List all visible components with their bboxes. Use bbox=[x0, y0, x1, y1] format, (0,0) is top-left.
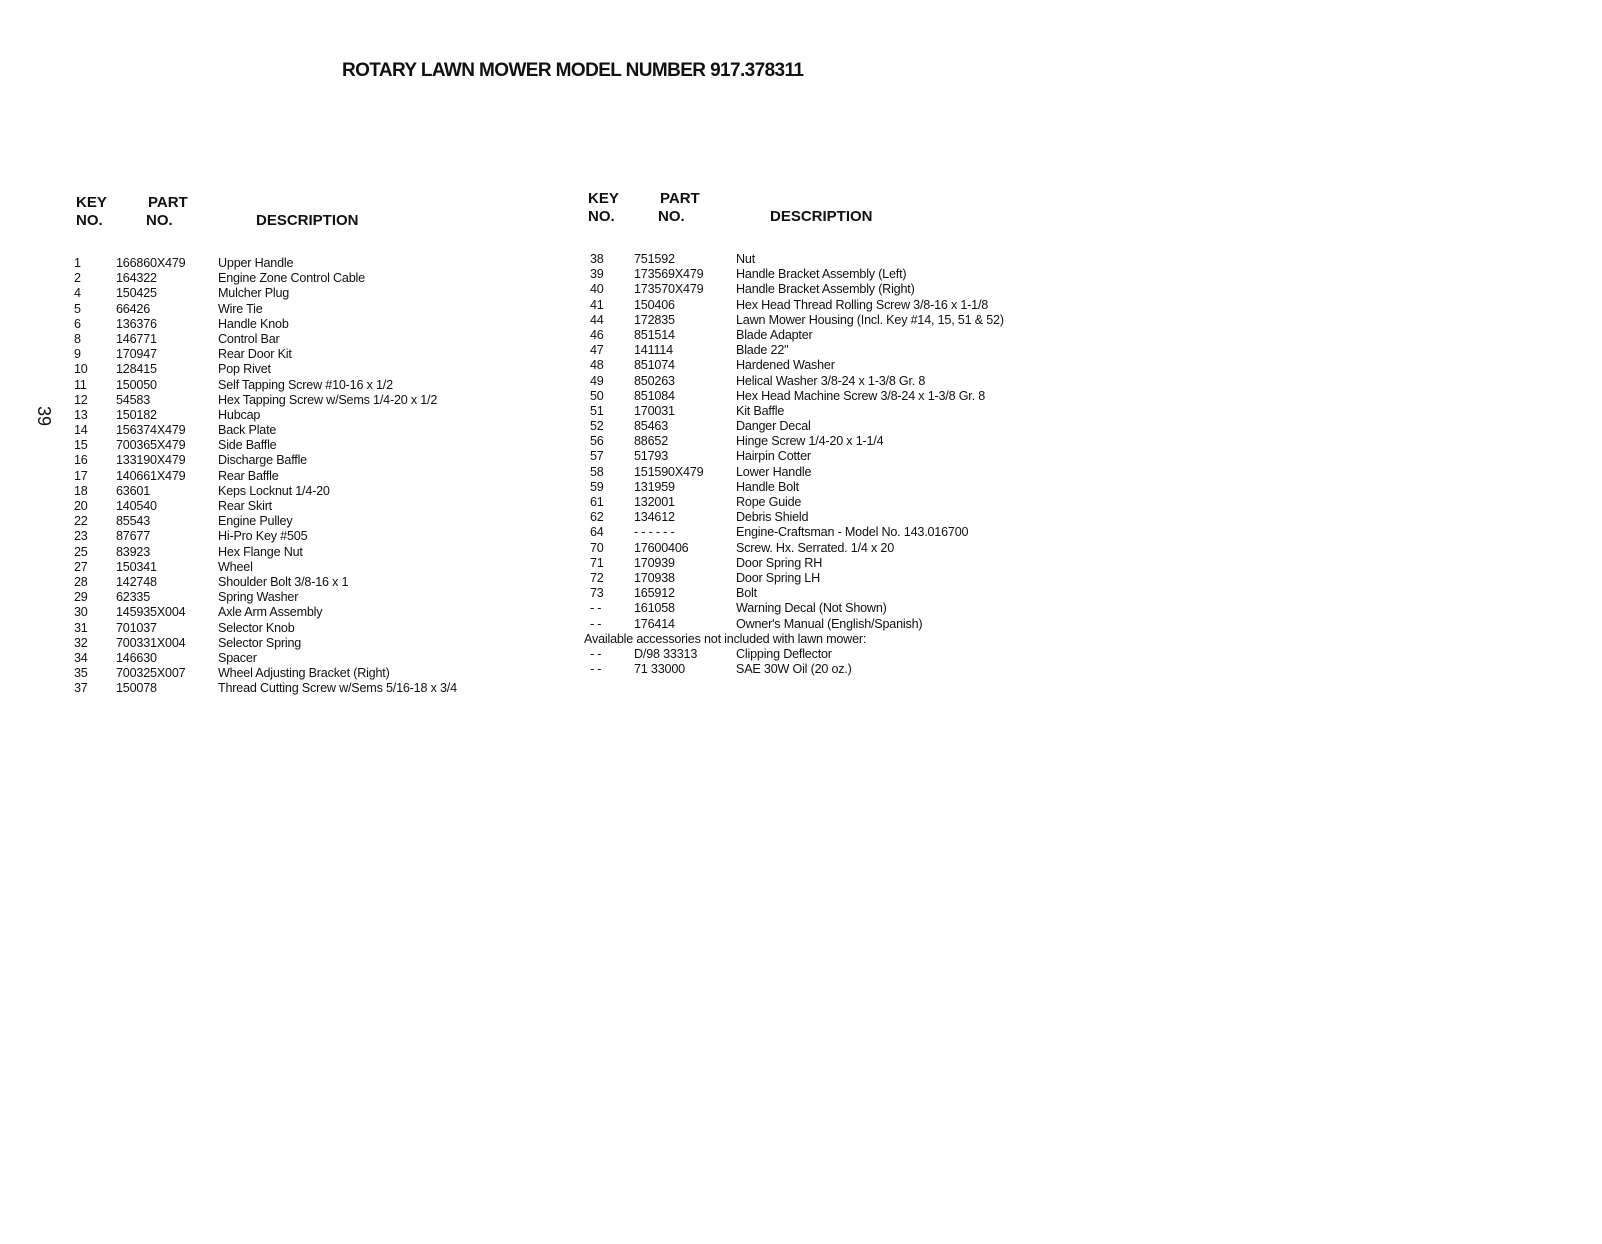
part-no-cell: 176414 bbox=[634, 616, 675, 631]
part-no-cell: 134612 bbox=[634, 510, 675, 525]
part-no-cell: 17600406 bbox=[634, 540, 689, 555]
part-no-cell: 145935X004 bbox=[116, 605, 186, 620]
parts-row bbox=[74, 651, 544, 666]
key-no-cell: 59 bbox=[590, 479, 604, 494]
key-no-cell: 11 bbox=[74, 377, 87, 392]
key-no-cell: 56 bbox=[590, 434, 604, 449]
part-no-cell: 71 33000 bbox=[634, 662, 685, 677]
key-no-cell: 61 bbox=[590, 495, 604, 509]
key-no-cell: 9 bbox=[74, 347, 81, 362]
part-no-cell: 150078 bbox=[116, 681, 157, 696]
description-cell: Hardened Washer bbox=[736, 358, 835, 373]
parts-row bbox=[74, 469, 544, 484]
key-no-cell: 8 bbox=[74, 331, 81, 346]
part-no-cell: D/98 33313 bbox=[634, 646, 698, 661]
description-cell: Blade Adapter bbox=[736, 327, 813, 342]
key-no-cell: 70 bbox=[590, 540, 604, 555]
part-no-cell: 128415 bbox=[116, 362, 157, 377]
parts-row bbox=[74, 408, 544, 423]
description-header: DESCRIPTION bbox=[256, 212, 359, 229]
description-cell: Spring Washer bbox=[218, 590, 299, 605]
part-no-header: PART NO. bbox=[658, 190, 700, 225]
part-no-cell: 141114 bbox=[634, 343, 673, 358]
description-cell: Selector Knob bbox=[218, 620, 295, 635]
key-no-cell: 30 bbox=[74, 605, 88, 620]
key-no-cell: 4 bbox=[74, 286, 81, 301]
column-headers bbox=[74, 194, 544, 250]
part-no-cell: 146771 bbox=[116, 331, 157, 346]
part-no-cell: 133190X479 bbox=[116, 453, 186, 468]
description-cell: Wheel bbox=[218, 559, 253, 574]
part-no-cell: 150050 bbox=[116, 377, 157, 392]
description-cell: Bolt bbox=[736, 586, 757, 601]
description-cell: Rear Door Kit bbox=[218, 347, 292, 362]
description-cell: Hi-Pro Key #505 bbox=[218, 529, 308, 544]
part-no-cell: 150425 bbox=[116, 286, 157, 301]
key-no-cell: 41 bbox=[590, 297, 604, 312]
key-no-cell: 23 bbox=[74, 529, 88, 544]
part-no-cell: 751592 bbox=[634, 252, 675, 266]
key-no-cell: 14 bbox=[74, 423, 88, 438]
parts-row bbox=[590, 495, 1110, 510]
key-no-cell: 72 bbox=[590, 570, 604, 585]
parts-row bbox=[590, 480, 1110, 495]
part-no-cell: 150341 bbox=[116, 559, 157, 574]
parts-row bbox=[590, 525, 1110, 540]
part-no-header: PART NO. bbox=[146, 194, 188, 229]
description-cell: Rope Guide bbox=[736, 495, 802, 509]
parts-row bbox=[74, 499, 544, 514]
description-cell: Hinge Screw 1/4-20 x 1-1/4 bbox=[736, 434, 884, 449]
key-no-cell: 51 bbox=[590, 403, 604, 418]
parts-row bbox=[74, 575, 544, 590]
description-cell: Clipping Deflector bbox=[736, 646, 832, 661]
part-no-cell: 165912 bbox=[634, 586, 675, 601]
column-headers bbox=[590, 190, 1110, 246]
parts-row bbox=[74, 636, 544, 651]
part-no-cell: 700365X479 bbox=[116, 438, 186, 453]
key-no-cell: 38 bbox=[590, 252, 604, 266]
parts-row bbox=[74, 362, 544, 377]
description-cell: Door Spring LH bbox=[736, 570, 820, 585]
description-cell: Helical Washer 3/8-24 x 1-3/8 Gr. 8 bbox=[736, 373, 926, 388]
part-no-cell: 156374X479 bbox=[116, 423, 186, 438]
key-no-cell: 15 bbox=[74, 438, 88, 453]
parts-row bbox=[74, 317, 544, 332]
description-cell: Control Bar bbox=[218, 331, 280, 346]
parts-row bbox=[590, 374, 1110, 389]
part-no-cell: 85543 bbox=[116, 514, 151, 529]
description-cell: Handle Bracket Assembly (Right) bbox=[736, 282, 915, 297]
parts-row bbox=[74, 271, 544, 286]
key-no-cell: 1 bbox=[74, 256, 81, 270]
key-no-cell: 35 bbox=[74, 666, 88, 681]
key-no-cell: 29 bbox=[74, 590, 88, 605]
parts-row bbox=[74, 286, 544, 301]
key-no-cell: 2 bbox=[74, 271, 81, 286]
description-cell: Engine Pulley bbox=[218, 514, 293, 529]
key-no-cell: 10 bbox=[74, 362, 88, 377]
key-no-cell: 32 bbox=[74, 635, 88, 650]
description-cell: Lower Handle bbox=[736, 464, 812, 479]
description-cell: Door Spring RH bbox=[736, 555, 823, 570]
key-no-cell: 5 bbox=[74, 301, 81, 316]
description-cell: Handle Bolt bbox=[736, 479, 799, 494]
key-no-cell: 62 bbox=[590, 510, 604, 525]
parts-row bbox=[590, 313, 1110, 328]
parts-row bbox=[74, 378, 544, 393]
part-no-cell: 173569X479 bbox=[634, 267, 704, 282]
parts-row bbox=[590, 449, 1110, 464]
part-no-cell: - - - - - - bbox=[634, 525, 675, 540]
parts-row bbox=[74, 514, 544, 529]
part-no-cell: 150182 bbox=[116, 407, 157, 422]
description-cell: Handle Knob bbox=[218, 316, 289, 331]
description-cell: Pop Rivet bbox=[218, 362, 271, 377]
part-no-cell: 87677 bbox=[116, 529, 151, 544]
key-no-cell: 37 bbox=[74, 681, 88, 696]
key-no-cell: 22 bbox=[74, 514, 88, 529]
parts-row bbox=[74, 590, 544, 605]
key-no-cell: 57 bbox=[590, 449, 604, 464]
parts-row bbox=[74, 438, 544, 453]
key-no-cell: 48 bbox=[590, 358, 604, 373]
part-no-cell: 85463 bbox=[634, 419, 669, 434]
description-cell: Screw. Hx. Serrated. 1/4 x 20 bbox=[736, 540, 894, 555]
description-cell: Rear Baffle bbox=[218, 468, 279, 483]
key-no-cell: 28 bbox=[74, 574, 88, 589]
description-cell: Upper Handle bbox=[218, 256, 294, 270]
description-cell: Lawn Mower Housing (Incl. Key #14, 15, 51 & 52) bbox=[736, 312, 1004, 327]
part-no-cell: 136376 bbox=[116, 316, 157, 331]
description-cell: Discharge Baffle bbox=[218, 453, 307, 468]
key-no-header: KEY NO. bbox=[76, 194, 107, 229]
description-cell: Hex Head Thread Rolling Screw 3/8-16 x 1-1/8 bbox=[736, 297, 989, 312]
description-cell: Hairpin Cotter bbox=[736, 449, 811, 464]
description-cell: Wire Tie bbox=[218, 301, 263, 316]
key-no-cell: 47 bbox=[590, 343, 604, 358]
description-cell: Mulcher Plug bbox=[218, 286, 290, 301]
key-no-cell: 73 bbox=[590, 586, 604, 601]
part-no-cell: 170938 bbox=[634, 570, 675, 585]
description-cell: Danger Decal bbox=[736, 419, 811, 434]
parts-row bbox=[590, 617, 1110, 632]
key-no-cell: 17 bbox=[74, 468, 88, 483]
parts-row bbox=[590, 601, 1110, 616]
part-no-cell: 700325X007 bbox=[116, 666, 186, 681]
description-cell: Hex Flange Nut bbox=[218, 544, 303, 559]
key-no-cell: 25 bbox=[74, 544, 88, 559]
part-no-cell: 142748 bbox=[116, 574, 157, 589]
part-no-cell: 851084 bbox=[634, 388, 675, 403]
parts-row bbox=[590, 252, 1110, 267]
parts-row bbox=[74, 453, 544, 468]
parts-row bbox=[590, 343, 1110, 358]
part-no-cell: 146630 bbox=[116, 650, 157, 665]
parts-list-left bbox=[74, 194, 544, 696]
accessories-note: Available accessories not included with lawn mower: bbox=[584, 631, 867, 646]
part-no-cell: 170031 bbox=[634, 403, 675, 418]
part-no-cell: 83923 bbox=[116, 544, 151, 559]
key-no-cell: 64 bbox=[590, 525, 604, 540]
part-no-cell: 66426 bbox=[116, 301, 151, 316]
description-cell: Axle Arm Assembly bbox=[218, 605, 323, 620]
description-cell: Shoulder Bolt 3/8-16 x 1 bbox=[218, 574, 349, 589]
part-no-cell: 173570X479 bbox=[634, 282, 704, 297]
key-no-cell: - - bbox=[590, 662, 602, 677]
parts-rows-left bbox=[74, 256, 544, 696]
part-no-cell: 150406 bbox=[634, 297, 675, 312]
parts-row bbox=[74, 621, 544, 636]
part-no-cell: 701037 bbox=[116, 620, 157, 635]
description-cell: Rear Skirt bbox=[218, 499, 272, 513]
description-cell: Back Plate bbox=[218, 423, 277, 438]
parts-row bbox=[590, 647, 1110, 662]
key-no-cell: 34 bbox=[74, 650, 88, 665]
page-number: 39 bbox=[34, 405, 54, 427]
part-no-cell: 166860X479 bbox=[116, 256, 186, 270]
parts-row bbox=[590, 328, 1110, 343]
key-no-cell: 50 bbox=[590, 388, 604, 403]
part-no-cell: 700331X004 bbox=[116, 635, 186, 650]
parts-row bbox=[590, 556, 1110, 571]
part-no-cell: 132001 bbox=[634, 495, 675, 509]
key-no-cell: - - bbox=[590, 616, 602, 631]
parts-row bbox=[590, 267, 1110, 282]
key-no-header: KEY NO. bbox=[588, 190, 619, 225]
parts-row bbox=[74, 560, 544, 575]
parts-row bbox=[74, 529, 544, 544]
part-no-cell: 51793 bbox=[634, 449, 669, 464]
description-header: DESCRIPTION bbox=[770, 208, 873, 225]
key-no-cell: 58 bbox=[590, 464, 604, 479]
description-cell: Kit Baffle bbox=[736, 403, 785, 418]
description-cell: Engine Zone Control Cable bbox=[218, 271, 365, 286]
parts-row bbox=[590, 358, 1110, 373]
part-no-cell: 161058 bbox=[634, 601, 675, 616]
parts-row bbox=[74, 484, 544, 499]
parts-row bbox=[590, 510, 1110, 525]
parts-row bbox=[590, 419, 1110, 434]
part-no-cell: 54583 bbox=[116, 392, 151, 407]
description-cell: Owner's Manual (English/Spanish) bbox=[736, 616, 923, 631]
parts-row bbox=[590, 465, 1110, 480]
part-no-cell: 63601 bbox=[116, 483, 151, 498]
parts-row bbox=[590, 541, 1110, 556]
part-no-cell: 164322 bbox=[116, 271, 157, 286]
parts-row bbox=[590, 586, 1110, 601]
parts-row bbox=[74, 681, 544, 696]
parts-row bbox=[74, 347, 544, 362]
key-no-cell: 16 bbox=[74, 453, 88, 468]
part-no-cell: 851514 bbox=[634, 327, 675, 342]
parts-row bbox=[74, 423, 544, 438]
parts-row bbox=[74, 332, 544, 347]
parts-row bbox=[74, 302, 544, 317]
description-cell: Side Baffle bbox=[218, 438, 277, 453]
parts-row bbox=[590, 404, 1110, 419]
description-cell: Thread Cutting Screw w/Sems 5/16-18 x 3/4 bbox=[218, 681, 457, 696]
part-no-cell: 140661X479 bbox=[116, 468, 186, 483]
parts-row bbox=[74, 393, 544, 408]
key-no-cell: 46 bbox=[590, 327, 604, 342]
description-cell: Warning Decal (Not Shown) bbox=[736, 601, 887, 616]
key-no-cell: - - bbox=[590, 646, 602, 661]
part-no-cell: 850263 bbox=[634, 373, 675, 388]
description-cell: SAE 30W Oil (20 oz.) bbox=[736, 662, 852, 677]
key-no-cell: 18 bbox=[74, 483, 88, 498]
key-no-cell: 71 bbox=[590, 555, 604, 570]
parts-row bbox=[590, 571, 1110, 586]
part-no-cell: 170947 bbox=[116, 347, 157, 362]
key-no-cell: 40 bbox=[590, 282, 604, 297]
description-cell: Hex Tapping Screw w/Sems 1/4-20 x 1/2 bbox=[218, 392, 438, 407]
page-title: ROTARY LAWN MOWER MODEL NUMBER 917.378311 bbox=[342, 60, 804, 81]
parts-row bbox=[590, 282, 1110, 297]
parts-row bbox=[590, 389, 1110, 404]
description-cell: Wheel Adjusting Bracket (Right) bbox=[218, 666, 390, 681]
parts-row bbox=[590, 434, 1110, 449]
parts-row bbox=[74, 256, 544, 271]
parts-list-right bbox=[584, 190, 1110, 677]
key-no-cell: 27 bbox=[74, 559, 88, 574]
description-cell: Keps Locknut 1/4-20 bbox=[218, 483, 330, 498]
description-cell: Handle Bracket Assembly (Left) bbox=[736, 267, 907, 282]
key-no-cell: 39 bbox=[590, 267, 604, 282]
description-cell: Selector Spring bbox=[218, 635, 302, 650]
parts-row bbox=[590, 298, 1110, 313]
key-no-cell: 49 bbox=[590, 373, 604, 388]
part-no-cell: 131959 bbox=[634, 479, 675, 494]
parts-row bbox=[74, 605, 544, 620]
description-cell: Hex Head Machine Screw 3/8-24 x 1-3/8 Gr. 8 bbox=[736, 388, 985, 403]
key-no-cell: 52 bbox=[590, 419, 604, 434]
description-cell: Self Tapping Screw #10-16 x 1/2 bbox=[218, 377, 393, 392]
key-no-cell: 44 bbox=[590, 312, 604, 327]
key-no-cell: 31 bbox=[74, 620, 88, 635]
part-no-cell: 170939 bbox=[634, 555, 675, 570]
parts-row bbox=[74, 545, 544, 560]
description-cell: Nut bbox=[736, 252, 755, 266]
description-cell: Engine-Craftsman - Model No. 143.016700 bbox=[736, 525, 969, 540]
part-no-cell: 851074 bbox=[634, 358, 675, 373]
part-no-cell: 140540 bbox=[116, 499, 157, 513]
parts-row bbox=[74, 666, 544, 681]
key-no-cell: - - bbox=[590, 601, 602, 616]
description-cell: Spacer bbox=[218, 650, 257, 665]
parts-row bbox=[590, 662, 1110, 677]
description-cell: Hubcap bbox=[218, 407, 261, 422]
part-no-cell: 88652 bbox=[634, 434, 669, 449]
part-no-cell: 62335 bbox=[116, 590, 151, 605]
key-no-cell: 12 bbox=[74, 392, 88, 407]
key-no-cell: 6 bbox=[74, 316, 81, 331]
description-cell: Blade 22" bbox=[736, 343, 789, 358]
key-no-cell: 20 bbox=[74, 499, 88, 513]
key-no-cell: 13 bbox=[74, 407, 88, 422]
part-no-cell: 172835 bbox=[634, 312, 675, 327]
part-no-cell: 151590X479 bbox=[634, 464, 704, 479]
parts-rows-right bbox=[584, 252, 1110, 677]
description-cell: Debris Shield bbox=[736, 510, 809, 525]
